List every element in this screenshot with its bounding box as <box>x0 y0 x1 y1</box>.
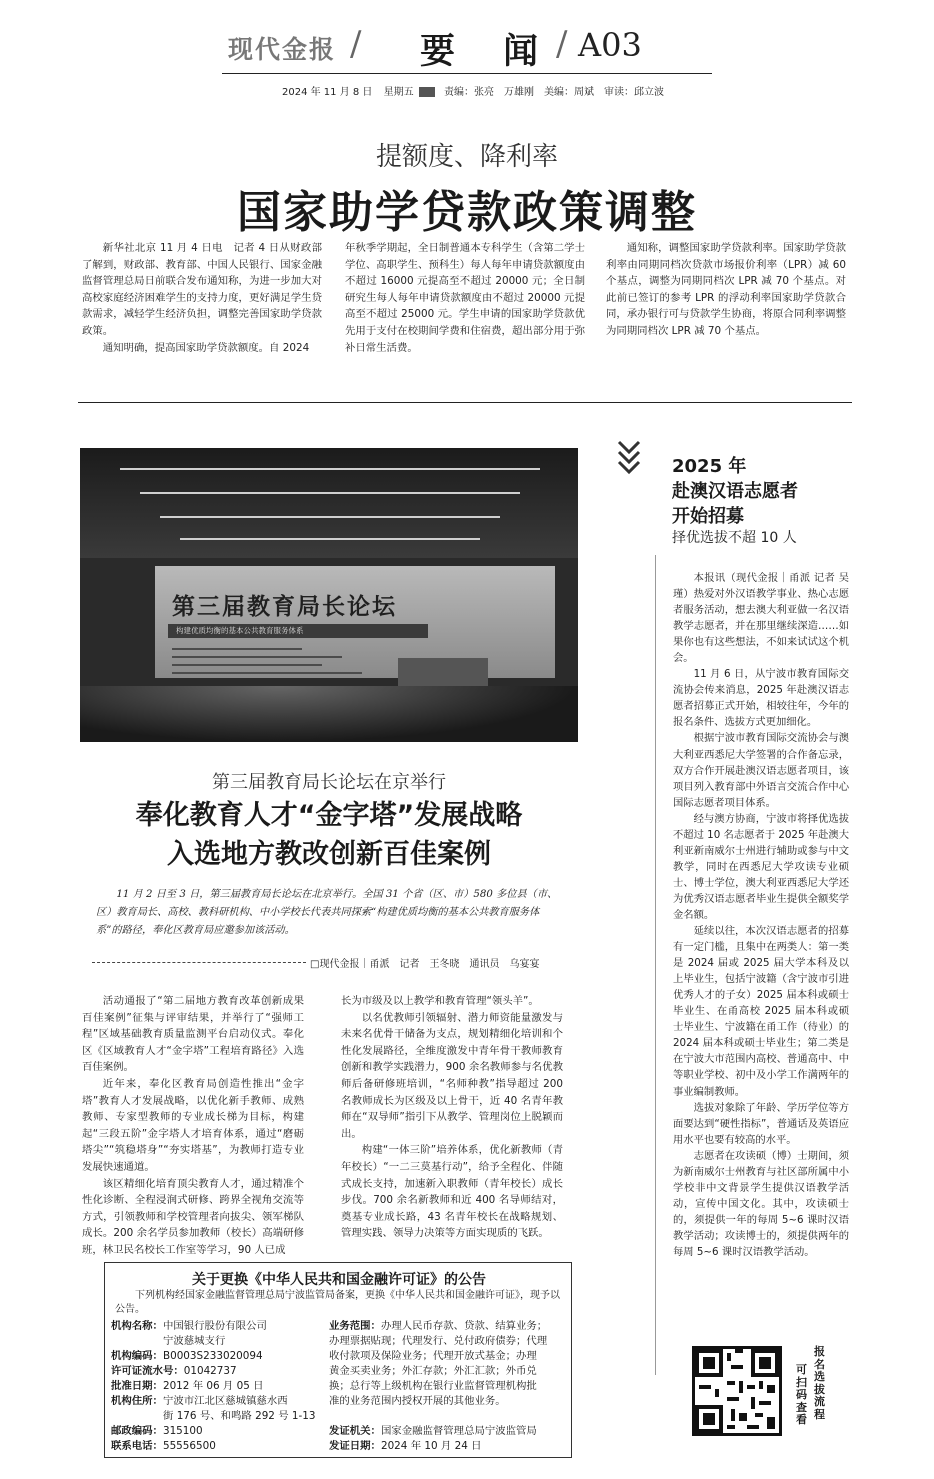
notice-field: 街 176 号、和鸣路 292 号 1-13 <box>163 1410 316 1422</box>
story2-paragraph: 近年来，奉化区教育局创造性推出“金字塔”教育人才发展战略，以优化新手教师、成熟教师、专家型教师的专业成长梯为目标，构建起“三段五阶”金字塔人才培育体系，通过“磨砺塔尖”“筑稳塔身”“夯实塔基”，为教师打造专业发展快速通道。 <box>82 1077 304 1173</box>
story2-column-1 <box>82 993 304 1259</box>
side-subtitle: 择优选拔不超 10 人 <box>672 530 797 546</box>
story2-paragraph: 以名优教师引领辐射、潜力师资能量激发与未来名优骨干储备为支点，规划精细化培训和个性化发展路径，全维度激发中青年骨干教师教育创新和教学实践潜力，900 余名教师参与名优教师后备研修班培训，“名师种教”指导超过 200 名教师成长为区级及以上骨干，近 40 名青年教师在“双导师”指引下从教学、管理岗位上脱颖而出。 <box>341 1011 563 1140</box>
notice-scope-line: 准的业务范围内授权开展的其他业务。 <box>329 1395 506 1407</box>
side-paragraph: 本报讯（现代金报｜甬派 记者 吴瑾）热爱对外汉语教学事业、热心志愿者服务活动，想去澳大利亚做一名汉语教学志愿者，并在那里继续深造……如果你也有这些想法，不如来试试这个机会。 <box>673 572 849 665</box>
photo-light <box>160 516 500 518</box>
notice-field: 联系电话：55556500 <box>111 1440 216 1452</box>
photo-light <box>140 492 520 494</box>
side-paragraph: 志愿者在攻读硕（博）士期间，须为新南威尔士州教育与社区部所属中小学校非中文背景学生提供汉语教学活动，宣传中国文化。其中，攻读硕士的，须提供一年的每周 5~6 课时汉语教学活动；攻读博士的，须提供两年的每周 5~6 课时汉语教学活动。 <box>673 1149 849 1258</box>
notice-field: 机构住所：宁波市江北区慈城镇慈水西 <box>111 1395 288 1407</box>
weather-icon <box>419 87 435 97</box>
masthead-divider: / <box>556 24 568 64</box>
masthead-divider: / <box>350 24 362 64</box>
notice-field: 机构名称：中国银行股份有限公司 <box>111 1320 267 1332</box>
byline-rule <box>92 962 306 963</box>
lead-column-3 <box>606 240 846 340</box>
side-paragraph: 11 月 6 日，从宁波市教育国际交流协会传来消息，2025 年赴澳汉语志愿者招募正式开始，相较往年，今年的报名条件、选拔方式更加细化。 <box>673 668 849 729</box>
story2-intro: 11 月 2 日至 3 日，第三届教育局长论坛在北京举行。全国 31 个省（区、市）580 多位县（市、区）教育局长、高校、教科研机构、中小学校长代表共同探索“构建优质均衡的基本公共教育服务体系”的路径，奉化区教育局应邀参加该活动。 <box>96 889 558 936</box>
notice-scope-line: 换；总行等上级机构在银行业监督管理机构批 <box>329 1380 537 1392</box>
lead-column-2 <box>345 240 585 356</box>
forum-photo <box>80 448 578 742</box>
lead-paragraph: 通知称，调整国家助学贷款利率。国家助学贷款利率由同期同档次贷款市场报价利率（LPR）减 60 个基点，调整为同期同档次 LPR 减 70 个基点。对此前已签订的参考 LPR 的浮动利率国家助学贷款合同，承办银行可与贷款学生协商，将原合同利率调整为同期同档次 LPR 减 70 个基点。 <box>606 242 846 337</box>
notice-title: 关于更换《中华人民共和国金融许可证》的公告 <box>192 1272 486 1288</box>
notice-field: 发证日期：2024 年 10 月 24 日 <box>329 1440 482 1452</box>
qr-code-icon[interactable] <box>692 1346 782 1436</box>
story2-paragraph: 长为市级及以上教学和教育管理“领头羊”。 <box>341 995 539 1007</box>
header-rule <box>222 73 712 74</box>
chevron-down-icon <box>616 440 642 476</box>
photo-audience <box>80 686 578 742</box>
section-title: 要 闻 <box>420 31 557 72</box>
qr-caption-1: 报名选拔流程 <box>814 1345 825 1421</box>
page-number: A03 <box>578 26 642 64</box>
photo-light <box>120 468 540 470</box>
photo-ceiling <box>80 448 578 558</box>
photo-podium <box>398 658 488 688</box>
side-headline-line3: 开始招募 <box>672 506 744 527</box>
lead-column-1 <box>82 240 322 356</box>
lead-headline: 国家助学贷款政策调整 <box>237 187 697 238</box>
photo-light <box>180 538 480 540</box>
column-rule <box>655 555 656 1375</box>
story2-paragraph: 该区精细化培育顶尖教育人才，通过精准个性化诊断、全程浸润式研修、跨界全视角交流等方式，引领教师和学校管理者向拔尖、领军梯队成长。200 余名学员参加教师（校长）高端研修班，林卫民名校长工作室等学习，90 人已成 <box>82 1177 304 1256</box>
story2-column-2 <box>341 993 563 1242</box>
story2-paragraph: 活动通报了“第二届地方教育改革创新成果百佳案例”征集与评审结果，并举行了“强师工程”区域基础教育质量监测平台启动仪式。奉化区《区域教育人才“金字塔”工程培育路径》入选百佳案例。 <box>82 995 304 1074</box>
side-paragraph: 选拔对象除了年龄、学历学位等方面要达到“硬性指标”，普通话及英语应用水平也要有较高的水平。 <box>673 1101 849 1146</box>
side-headline-line2: 赴澳汉语志愿者 <box>672 481 798 502</box>
side-body <box>673 570 849 1260</box>
side-headline-line1: 2025 年 <box>672 456 747 477</box>
side-paragraph: 经与澳方协商，宁波市将择优选拔不超过 10 名志愿者于 2025 年赴澳大利亚新南威尔士州进行辅助或参与中文教学，同时在西悉尼大学攻读专业硕士、博士学位，澳大利亚西悉尼大学还为优秀汉语志愿者毕业生提供全额奖学金名额。 <box>673 812 849 921</box>
side-paragraph: 根据宁波市教育国际交流协会与澳大利亚西悉尼大学签署的合作备忘录，双方合作开展赴澳汉语志愿者项目，该项目列入教育部中外语言交流合作中心国际志愿者项目体系。 <box>673 732 849 809</box>
notice-intro: 下列机构经国家金融监督管理总局宁波监管局备案，更换《中华人民共和国金融许可证》，现予以公告。 <box>115 1290 560 1315</box>
story2-headline-line1: 奉化教育人才“金字塔”发展战略 <box>135 800 523 831</box>
side-paragraph: 延续以往，本次汉语志愿者的招募有一定门槛，且集中在两类人：第一类是 2024 届或 2025 届大学本科及以上毕业生，包括宁波籍（含宁波市引进优秀人才的子女）2025 届本科或硕士毕业生、在甬高校 2025 届本科或硕士毕业生、宁波籍在甬工作（待业）的 2024 届本科或硕士毕业生；第二类是在宁波大市范围内高校、普通高中、中等职业学校、初中及小学工作满两年的事业编制教师。 <box>673 925 849 1098</box>
notice-field: 邮政编码：315100 <box>111 1425 203 1437</box>
photo-screen <box>155 566 555 678</box>
notice-field: 批准日期：2012 年 06 月 05 日 <box>111 1380 264 1392</box>
dateline-date: 2024 年 11 月 8 日 <box>282 87 373 98</box>
masthead-brand: 现代金报 <box>228 35 337 64</box>
notice-scope-line: 办理票据贴现；代理发行、兑付政府债券；代理 <box>329 1335 548 1347</box>
dateline <box>282 83 664 98</box>
notice-box <box>104 1262 572 1458</box>
qr-caption-2: 可扫码查看 <box>796 1363 807 1426</box>
notice-field: 业务范围：办理人民币存款、贷款、结算业务； <box>329 1320 548 1332</box>
photo-screen-bar: 构建优质均衡的基本公共教育服务体系 <box>168 624 428 638</box>
story2-headline-line2: 入选地方教改创新百佳案例 <box>167 839 491 870</box>
notice-field: 许可证流水号：01042737 <box>111 1365 237 1377</box>
photo-screen-title: 第三届教育局长论坛 <box>172 593 397 620</box>
notice-scope-line: 黄金买卖业务；外汇存款；外汇汇款；外币兑 <box>329 1365 537 1377</box>
lead-paragraph: 通知明确，提高国家助学贷款额度。自 2024 <box>102 341 310 354</box>
lead-kicker: 提额度、降利率 <box>375 142 558 172</box>
lead-paragraph: 新华社北京 11 月 4 日电 记者 4 日从财政部了解到，财政部、教育部、中国人民银行、国家金融监督管理总局日前联合发布通知称，为进一步加大对高校家庭经济困难学生的支持力度，更好满足学生贷款需求，减轻学生经济负担，调整完善国家助学贷款政策。 <box>82 242 322 337</box>
story2-paragraph: 构建“一体三阶”培养体系，优化新教师（青年校长）“一二三莫基行动”，给予全程化、伴随式成长支持，加速新入职教师（青年校长）成长步伐。700 余名新教师和近 400 名导师结对，奠基专业成长路，43 名青年校长在战略规划、管理实践、领导力决策等方面实现质的飞跃。 <box>341 1144 563 1240</box>
notice-field: 发证机关：国家金融监督管理总局宁波监管局 <box>329 1425 537 1437</box>
notice-field: 宁波慈城支行 <box>163 1335 226 1347</box>
lead-paragraph: 年秋季学期起，全日制普通本专科学生（含第二学士学位、高职学生、预科生）每人每年申请贷款额度由不超过 16000 元提高至不超过 20000 元；全日制研究生每人每年申请贷款额度由不超过 20000 元提高至不超过 25000 元。学生申请的国家助学贷款优先用于支付在校期间学费和住宿费，超出部分用于弥补日常生活费。 <box>345 242 585 354</box>
story2-kicker: 第三届教育局长论坛在京举行 <box>212 772 446 793</box>
notice-scope-line: 收付款项及保险业务；代理开放式基金；办理 <box>329 1350 537 1362</box>
notice-field: 机构编码：B0003S233020094 <box>111 1350 263 1362</box>
section-divider <box>78 402 852 403</box>
dateline-staff: 责编：张亮 万雄刚 美编：周斌 审读：邱立波 <box>444 87 664 98</box>
story2-byline: □现代金报｜甬派 记者 王冬晓 通讯员 乌宴宴 <box>310 959 540 970</box>
dateline-weekday: 星期五 <box>383 87 414 98</box>
